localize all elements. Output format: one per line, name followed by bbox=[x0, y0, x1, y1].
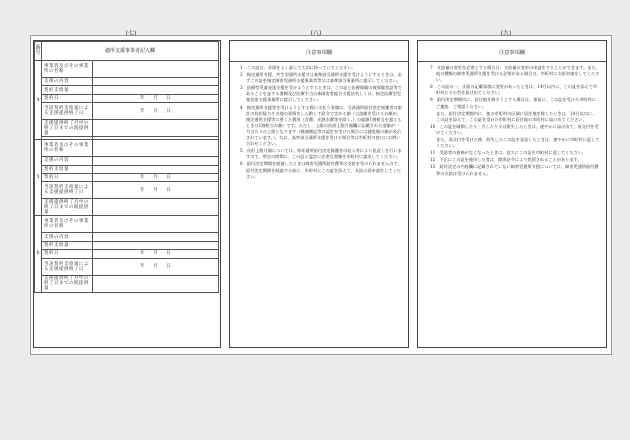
contract-date-label: 契約日 bbox=[42, 250, 93, 258]
sheet-7-title: (七) bbox=[125, 30, 137, 37]
end-date-label: 当該契約支給量による支援提供終了日 bbox=[42, 182, 93, 199]
content-value bbox=[93, 78, 219, 86]
provided-amount-label: 支援提供終了月中の終了日までの既提供量 bbox=[42, 275, 93, 292]
sheet-8-title: (八) bbox=[310, 30, 322, 37]
amount-value bbox=[93, 86, 219, 94]
note-item: 8 この証の一、支給の記載事項に変更があったときは、14日以内に、この証を添えて市町村にその旨を届け出てください。 bbox=[430, 84, 598, 96]
provided-amount-value bbox=[93, 120, 219, 137]
group-number-5: 5 bbox=[35, 140, 42, 216]
end-date-value: 年 月 日 bbox=[93, 103, 219, 120]
contract-date-label: 契約日 bbox=[42, 94, 93, 102]
contract-date-value: 年 月 日 bbox=[93, 94, 219, 102]
note-item: 7 支給量の変更を必要とする場合は、支給量の変更の申請をすることができます。また、他の種類の障害児通所支援を受ける必要がある場合は、市町村に支給申請をしてください。 bbox=[430, 65, 600, 83]
amount-value bbox=[93, 165, 219, 173]
amount-label: 契約支給量 bbox=[42, 165, 93, 173]
end-date-value: 年 月 日 bbox=[93, 258, 219, 275]
provided-amount-value bbox=[93, 275, 219, 292]
amount-label: 契約支給量 bbox=[42, 86, 93, 94]
notes-frame-8 bbox=[229, 40, 409, 348]
divider bbox=[418, 61, 606, 62]
notes-heading-8: 注意事項欄 bbox=[306, 50, 332, 56]
entry-value bbox=[93, 61, 219, 78]
notes-heading-9: 注意事項欄 bbox=[499, 50, 525, 56]
note-item: 6 給付決定期間を経過したときは障害児通所給付費等の支給を受けられませんので、給付決定期間を経過する前に、市町村にこの証を添えて、支給の再申請をしてください。 bbox=[240, 161, 402, 179]
notes-frame-9 bbox=[417, 40, 607, 348]
contract-date-value: 年 月 日 bbox=[93, 250, 219, 258]
entry-label: 事業者及びその事業所の名称 bbox=[42, 140, 93, 157]
content-label: 支援の内容 bbox=[42, 233, 93, 241]
note-item: 12 不正にこの証を使用した者は、関係法令により処罰されることがあります。 bbox=[430, 157, 582, 163]
note-item: 2 指定通所支援、共生型通所支援又は基準該当通所支援を受けようとするときは、必ずこの証を指定障害児通所支援事業者等又は基準該当事業所に提示してください。 bbox=[240, 72, 402, 84]
contract-date-label: 契約日 bbox=[42, 173, 93, 181]
note-item: 5 負担上限月額については、毎年通所給付決定保護者の収入等により見直しを行いますので、所定の時期に、この証と認定に必要な書類を市町村に提出してください。 bbox=[240, 148, 402, 160]
note-item: 1 この証は、各項をよく読んで大切に持っていてください。 bbox=[240, 65, 356, 70]
end-date-label: 当該契約支給量による支援提供終了日 bbox=[42, 258, 93, 275]
sheet-9-title: (九) bbox=[500, 30, 512, 37]
number-header: 番号 bbox=[35, 42, 42, 61]
amount-label: 契約支給量 bbox=[42, 241, 93, 249]
note-item: 11 受給者の資格がなくなったときは、直ちにこの証を市町村に返してください。 bbox=[430, 150, 587, 156]
end-date-label: 当該契約支給量による支援提供終了日 bbox=[42, 103, 93, 120]
record-frame bbox=[33, 40, 221, 348]
entry-label: 事業者及びその事業所の名称 bbox=[42, 61, 93, 78]
note-item: また、再交付を受けた後、紛失したこの証を発見したときは、速やかに市町村に返してください。 bbox=[436, 137, 600, 149]
note-item: 4 指定通所支援等を受けようとする際に支払う金額は、当該通所給付決定保護者の家計の負担能力その他の事情をしん酌して政令で定める額（当該額を受けるお額が、指定通所支援等に要した費用（食費、光熱水費等を除く。）の総額1割相当を超えるときは1割相当の額）です。ただし、上限の負担上限月額欄に記載された金額が一月当たりの上限となります（軽減額記等の認定を受けた場合には減免後の額が表示されています。）。なお、高率該当通所支援を受ける場合等は市町村の窓口にお問い合わせください。 bbox=[240, 104, 402, 147]
document-page bbox=[30, 30, 612, 355]
note-item: 9 給付決定期間内に、居住地を移そうとする場合は、事前に、この証を受けた市町村にご連絡、ご相談ください。 bbox=[430, 97, 596, 109]
end-date-value: 年 月 日 bbox=[93, 182, 219, 199]
entry-label: 事業者及びその事業所の名称 bbox=[42, 216, 93, 233]
content-label: 支援の内容 bbox=[42, 157, 93, 165]
note-item: 10 この証を破損したり、汚したり又は紛失したときは、速やかに届け出て、再交付を受けてください。 bbox=[430, 123, 599, 135]
group-number-6: 6 bbox=[35, 216, 42, 292]
content-label: 支援の内容 bbox=[42, 78, 93, 86]
provided-amount-label: 支援提供終了月中の終了日までの既提供量 bbox=[42, 120, 93, 137]
note-item: 3 医療型児童発達支援を受けようとするときは、この証と医療保険の被保険者証等であることを証する書類及び医療手当自体障害者総合支援法若しくは、指定医療型児童発達支援事業所に提示してください。 bbox=[240, 85, 402, 103]
provided-amount-label: 支援提供終了月中の終了日までの既提供量 bbox=[42, 199, 93, 216]
content-value bbox=[93, 233, 219, 241]
entry-value bbox=[93, 216, 219, 233]
group-number-4: 4 bbox=[35, 61, 42, 140]
note-item: また、給付決定期間内に、他の市町村の区域に居住地を移したときは、14日以内に、この証を添えて、この証を受けた市町村に居住地の市町村に届け出てください。 bbox=[436, 110, 597, 122]
divider bbox=[230, 61, 408, 62]
contract-date-value: 年 月 日 bbox=[93, 173, 219, 181]
notes-list-8 bbox=[240, 65, 402, 181]
provided-amount-value bbox=[93, 199, 219, 216]
content-value bbox=[93, 157, 219, 165]
entry-value bbox=[93, 140, 219, 157]
record-heading: 適所支援事業者記入欄 bbox=[42, 42, 219, 61]
notes-list-9 bbox=[430, 65, 600, 178]
note-item: 13 給付決定の内容欄に記載されていない障害児通所支援については、障害児通所給付費等の支給は受けられません。 bbox=[430, 164, 599, 176]
record-table bbox=[34, 41, 219, 293]
amount-value bbox=[93, 241, 219, 249]
